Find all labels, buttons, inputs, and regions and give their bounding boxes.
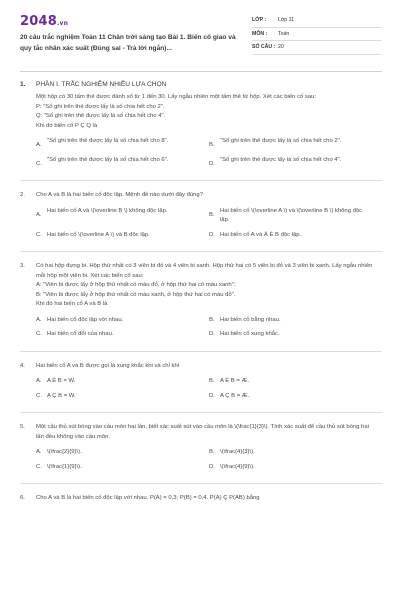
question-number: 3. [20, 263, 25, 269]
question-stem: Có hai hộp đựng bi. Hộp thứ nhất có 3 viên bi đỏ và 4 viên bi xanh. Hộp thứ hai có 5 viên bi đỏ và 3 viên bi xanh. Lấy ngẫu nhiên mỗi hộp một viên bi. Xét các biến cố sau: A: "Viên bi được lấy ở hộp thứ nhất có màu đỏ, ở hộp thứ hai có màu xanh"; B: "Viên bi được lấy ở hộp thứ nhất có màu xanh, ở hộp thứ hai có màu đỏ". Khi đó hai biến cố A và B là [36, 263, 373, 307]
question-number: 4. [20, 362, 25, 369]
option-b[interactable]: B. \(\frac{4}{3}\). [209, 449, 255, 455]
option-c[interactable]: C. Hai biến cố \(\overline A \) và B độc lập. [36, 231, 150, 238]
option-d[interactable]: D. A Ç B = Æ. [209, 392, 250, 399]
option-a[interactable]: A. "Số ghi trên thẻ được lấy là số chia hết cho 8". [36, 138, 169, 148]
question-1 [20, 93, 382, 181]
question-stem: Cho A và B là hai biến cố độc lập với nhau. P(A) = 0,3; P(B) = 0,4. P(A) Ç P(AB) bằng [36, 495, 260, 501]
option-b[interactable]: B. Hai biến cố bằng nhau. [209, 316, 281, 323]
header-divider [20, 71, 382, 72]
option-c[interactable]: C. A Ç B = W. [36, 392, 76, 399]
question-stem: Cho A và B là hai biến cố độc lập. Mệnh đề nào dưới đây đúng? [36, 192, 203, 198]
question-5 [20, 417, 382, 484]
document-meta [252, 14, 382, 55]
section-heading: 1. PHẦN I. TRẮC NGHIỆM NHIỀU LỰA CHỌN [20, 81, 167, 88]
option-d[interactable]: D. \(\frac{4}{9}\). [209, 463, 255, 470]
option-d[interactable]: D. Hai biến cố xung khắc. [209, 331, 280, 337]
option-c[interactable]: C. Hai biến cố đối của nhau. [36, 331, 114, 337]
answer-options [36, 377, 382, 406]
option-b[interactable]: B. A È B = Æ. [209, 378, 249, 384]
answer-options [36, 448, 382, 477]
question-stem: Một cầu thủ sút bóng vào cầu môn hai lần, biết xác suất sút vào cầu môn là \(\frac{1}{3}\). Tính xác suất để cầu thủ sút bóng hai lần đều không vào cầu môn. [36, 424, 369, 440]
answer-options [36, 137, 382, 174]
meta-grade: LỚP : Lớp 11 [252, 14, 382, 28]
question-list [20, 80, 382, 510]
option-a[interactable]: A. \(\frac{2}{9}\). [36, 449, 82, 455]
document-title: 20 câu trắc nghiệm Toán 11 Chân trời sáng tạo Bài 1. Biến cố giao và quy tắc nhân xác suất (Đúng sai - Trả lời ngắn)... [20, 34, 236, 52]
answer-options [36, 207, 382, 246]
question-number: 6. [20, 495, 25, 501]
question-stem: Một hộp có 30 tấm thẻ được đánh số từ 1 đến 30. Lấy ngẫu nhiên một tấm thẻ từ hộp. Xét các biến cố sau: P: "Số ghi trên thẻ được lấy là số chia hết cho 2". Q: "Số ghi trên thẻ được lấy là số chia hết cho 4". Khi đó biến cố P Ç Q là [36, 94, 316, 129]
question-number: 2. [20, 192, 25, 198]
option-a[interactable]: A. Hai biến cố A và \(\overline B \) không độc lập. [36, 207, 168, 218]
option-a[interactable]: A. Hai biến cố độc lập với nhau. [36, 316, 124, 323]
page-header [20, 14, 382, 60]
answer-options [36, 316, 382, 345]
question-3 [20, 256, 382, 352]
option-b[interactable]: B. "Số ghi trên thẻ được lấy là số chia hết cho 2". [209, 138, 342, 148]
option-d[interactable]: D. "Số ghi trên thẻ được lấy là số chia hết cho 4". [209, 156, 342, 167]
meta-subject: MÔN : Toán [252, 28, 382, 42]
option-d[interactable]: D. Hai biến cố A và Ā È B độc lập. [209, 231, 302, 238]
option-c[interactable]: C. "Số ghi trên thẻ được lấy là số chia hết cho 6". [36, 156, 169, 167]
question-4 [20, 356, 382, 414]
question-2 [20, 185, 382, 252]
option-c[interactable]: C. \(\frac{1}{9}\). [36, 463, 82, 470]
site-logo[interactable]: 2048.vn [20, 14, 69, 29]
question-number: 5. [20, 424, 25, 430]
meta-question-count: SỐ CÂU : 20 [252, 41, 382, 55]
option-b[interactable]: B. Hai biến cố \(\overline A \) và \(\overline B \) không độc lập. [209, 207, 363, 223]
question-6 [20, 488, 382, 510]
question-stem: Hai biến cố A và B được gọi là xung khắc khi và chỉ khi [36, 362, 180, 369]
option-a[interactable]: A. A È B = W. [36, 378, 76, 384]
